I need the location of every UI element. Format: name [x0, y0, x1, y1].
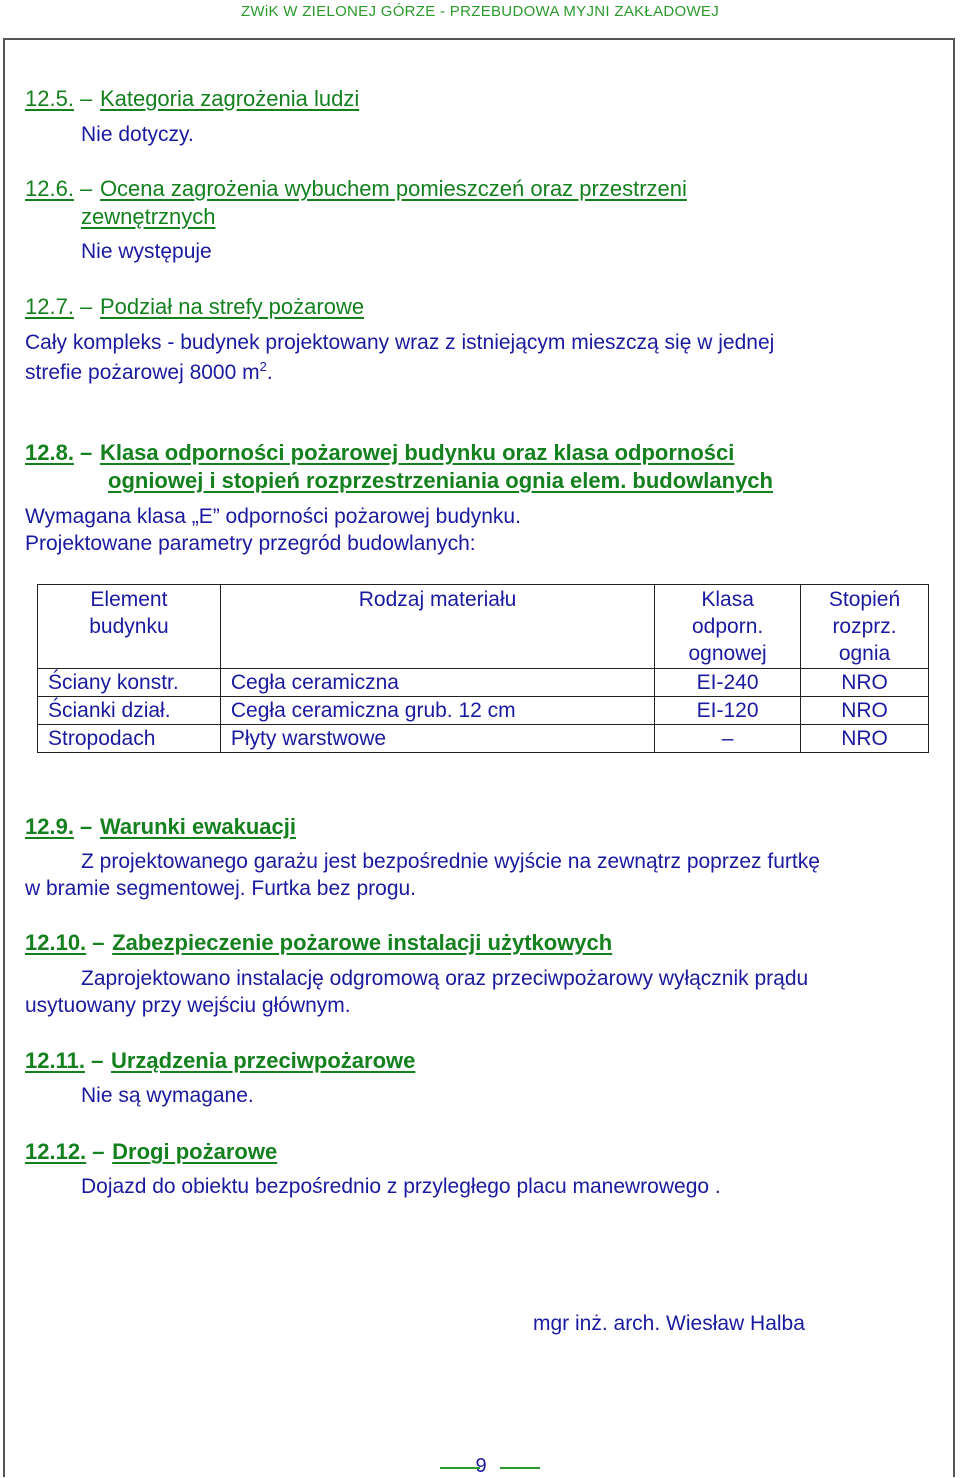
cell-element: Ściany konstr. [38, 669, 221, 697]
table-row [38, 669, 929, 697]
page-number: 9 [475, 1455, 487, 1477]
cell-material: Cegła ceramiczna grub. 12 cm [220, 697, 654, 725]
section-12-11-heading: 12.11. – Urządzenia przeciwpożarowe [25, 1048, 416, 1073]
section-number: 12.5. [25, 86, 74, 111]
section-number: 12.12. [25, 1139, 87, 1164]
cell-element: Stropodach [38, 725, 221, 753]
section-12-8-heading: 12.8. – Klasa odporności pożarowej budynku oraz klasa odporności [25, 440, 735, 465]
section-12-8-heading-cont: ogniowej i stopień rozprzestrzeniania ognia elem. budowlanych [108, 468, 773, 493]
section-title: Kategoria zagrożenia ludzi [99, 86, 360, 111]
header-text: ognowej [688, 642, 767, 665]
section-number: 12.6. [25, 176, 74, 201]
header-text: rozprz. [832, 615, 897, 638]
section-12-5-body: Nie dotyczy. [81, 123, 194, 146]
section-12-6-heading-cont: zewnętrznych [81, 204, 216, 229]
area-text: strefie pożarowej 8000 m [25, 361, 260, 384]
section-12-9-body-1: Z projektowanego garażu jest bezpośrednie wyjście na zewnątrz poprzez furtkę [81, 850, 820, 873]
section-12-10-body-2: usytuowany przy wejściu głównym. [25, 994, 351, 1017]
section-12-12-body: Dojazd do obiektu bezpośrednio z przyległego placu manewrowego . [81, 1175, 721, 1198]
section-12-6-body: Nie występuje [81, 240, 212, 263]
header-material [220, 585, 654, 669]
header-text: Klasa [701, 588, 754, 611]
cell-element: Ścianki dział. [38, 697, 221, 725]
page-header: ZWiK W ZIELONEJ GÓRZE - PRZEBUDOWA MYJNI ZAKŁADOWEJ [240, 3, 720, 20]
header-text: Stopień [828, 588, 901, 611]
table-row [38, 725, 929, 753]
cell-stopien: NRO [801, 669, 929, 697]
header-text: Rodzaj materiału [358, 588, 517, 611]
section-12-9-heading: 12.9. – Warunki ewakuacji [25, 814, 296, 839]
section-12-7-body-1: Cały kompleks - budynek projektowany wraz z istniejącym mieszczą się w jednej [25, 331, 775, 354]
cell-material: Cegła ceramiczna [220, 669, 654, 697]
header-element [38, 585, 221, 669]
table-row [38, 697, 929, 725]
section-12-12-heading: 12.12. – Drogi pożarowe [25, 1139, 278, 1164]
section-title: Ocena zagrożenia wybuchem pomieszczeń oraz przestrzeni [99, 176, 687, 201]
section-12-10-heading: 12.10. – Zabezpieczenie pożarowe instalacji użytkowych [25, 930, 613, 955]
cell-klasa: EI-120 [655, 697, 801, 725]
section-title: Podział na strefy pożarowe [99, 294, 365, 319]
section-12-10-body-1: Zaprojektowano instalację odgromową oraz przeciwpożarowy wyłącznik prądu [81, 967, 809, 990]
section-12-7-heading: 12.7. – Podział na strefy pożarowe [25, 294, 365, 319]
section-number: 12.11. [25, 1048, 85, 1073]
header-stopien [801, 585, 929, 669]
footer-line-right [500, 1467, 540, 1469]
header-text: odporn. [692, 615, 764, 638]
cell-klasa: EI-240 [655, 669, 801, 697]
parameters-table [37, 584, 929, 753]
superscript: 2 [259, 359, 267, 374]
cell-material: Płyty warstwowe [220, 725, 654, 753]
section-12-8-body-1: Wymagana klasa „E” odporności pożarowej budynku. [25, 505, 521, 528]
table-header-row [38, 585, 929, 669]
cell-stopien: NRO [801, 697, 929, 725]
section-12-5-heading: 12.5. – Kategoria zagrożenia ludzi [25, 86, 360, 111]
section-number: 12.8. [25, 440, 74, 465]
section-12-7-body-2 [25, 359, 273, 385]
section-number: 12.7. [25, 294, 74, 319]
section-12-6-heading: 12.6. – Ocena zagrożenia wybuchem pomieszczeń oraz przestrzeni [25, 176, 687, 201]
section-12-8-body-2: Projektowane parametry przegród budowlanych: [25, 532, 476, 555]
section-title: Urządzenia przeciwpożarowe [110, 1048, 416, 1073]
section-number: 12.9. [25, 814, 74, 839]
section-title: Zabezpieczenie pożarowe instalacji użytkowych [112, 930, 613, 955]
period: . [266, 361, 273, 384]
header-text: budynku [89, 615, 169, 638]
header-text: ognia [838, 642, 891, 665]
header-text: Element [90, 588, 168, 611]
cell-stopien: NRO [801, 725, 929, 753]
section-title: Warunki ewakuacji [99, 814, 296, 839]
section-title: Drogi pożarowe [112, 1139, 278, 1164]
section-number: 12.10. [25, 930, 87, 955]
section-12-11-body: Nie są wymagane. [81, 1084, 254, 1107]
section-12-9-body-2: w bramie segmentowej. Furtka bez progu. [25, 877, 417, 900]
cell-klasa: – [655, 725, 801, 753]
signature: mgr inż. arch. Wiesław Halba [533, 1312, 805, 1335]
section-title: Klasa odporności pożarowej budynku oraz klasa odporności [99, 440, 735, 465]
header-klasa [655, 585, 801, 669]
